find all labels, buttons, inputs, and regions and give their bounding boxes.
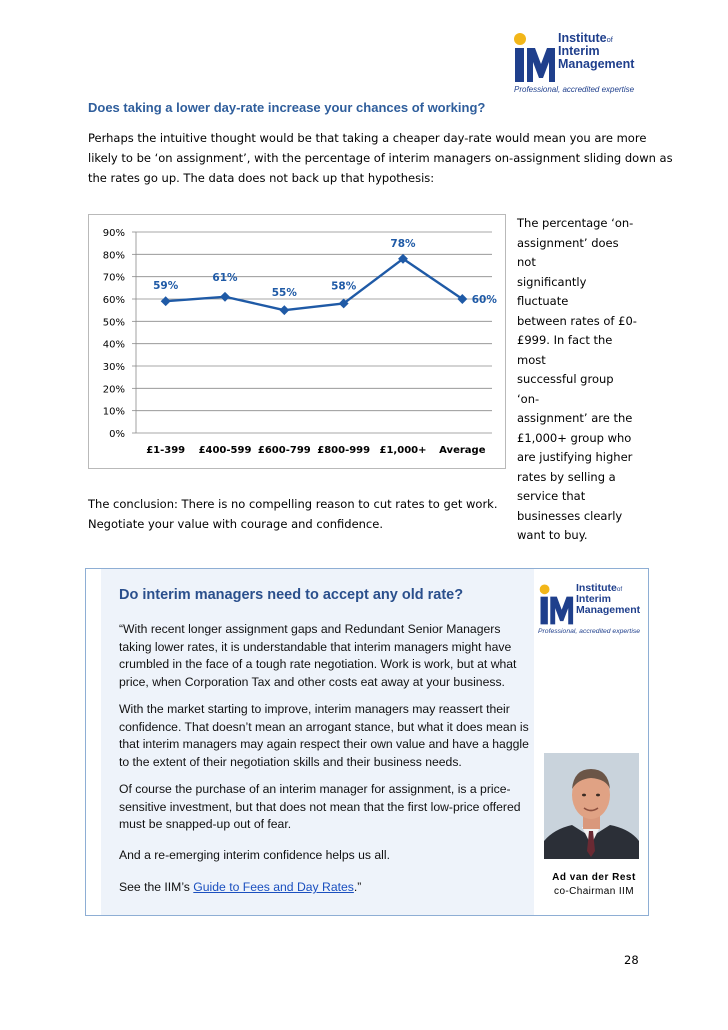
commentary-line: successful group ‘on- (517, 372, 614, 406)
quote-line: crumbled in the face of a tough rate negotiation. Work is work, but at what (119, 657, 517, 671)
quote-line: that interim managers may again respect their own value and have a haggle (119, 737, 529, 751)
x-tick-label: £1,000+ (379, 445, 427, 456)
x-tick-label: Average (439, 445, 486, 456)
logo-line1-suffix: of (616, 586, 623, 593)
data-label: 58% (331, 280, 357, 293)
conclusion-line: The conclusion: There is no compelling reason to cut rates to get work. (88, 497, 498, 511)
quote-paragraph (119, 847, 539, 865)
data-point (279, 305, 289, 315)
header-logo (512, 30, 635, 94)
y-tick-label: 40% (102, 339, 125, 351)
closing-suffix: .” (353, 880, 362, 894)
quote-box (85, 568, 649, 916)
quote-line: And a re-emerging interim confidence helps us all. (119, 848, 390, 862)
commentary-line: rates by selling a (517, 469, 616, 484)
page-number: 28 (624, 953, 639, 967)
data-label: 61% (212, 271, 238, 284)
x-tick-label: £1-399 (146, 445, 186, 456)
data-label: 78% (390, 237, 416, 250)
x-tick-label: £400-599 (198, 445, 252, 456)
line-chart (88, 214, 506, 469)
commentary-line: significantly fluctuate (517, 274, 587, 308)
box-logo (538, 582, 641, 635)
fees-guide-link[interactable]: Guide to Fees and Day Rates (193, 880, 354, 894)
quote-closing (119, 879, 539, 897)
logo-line1: Institute (558, 31, 607, 45)
quote-paragraph (119, 621, 539, 691)
quote-line: must be snapped-up out of fear. (119, 817, 292, 831)
signature-role: co-Chairman IIM (554, 886, 634, 897)
quote-line: sensitive investment, but that does not mean that the first low-price offered (119, 799, 521, 814)
logo-line1-suffix: of (606, 35, 613, 44)
data-point (161, 296, 171, 306)
commentary-line: £1,000+ group who (517, 430, 632, 445)
intro-paragraph (88, 128, 673, 188)
data-label: 59% (153, 280, 179, 293)
quote-box-title: Do interim managers need to accept any old rate? (119, 587, 464, 603)
quote-line: price, when Corporation Tax and other costs eat away at your business. (119, 674, 505, 689)
intro-line: likely to be ‘on assignment’, with the percentage of interim managers on-assignment sliding down as (88, 151, 673, 165)
quote-box-panel (101, 569, 534, 915)
logo-line2: Interim (576, 593, 612, 606)
quote-line: “With recent longer assignment gaps and Redundant Senior Managers (119, 622, 501, 636)
commentary-line: want to buy. (517, 528, 588, 542)
y-tick-label: 30% (102, 362, 125, 373)
commentary-line: between rates of £0- (517, 313, 637, 328)
x-tick-label: £600-799 (257, 445, 311, 456)
logo-tagline: Professional, accredited expertise (514, 85, 635, 94)
quote-line: confidence. That doesn’t mean an arrogant stance, but what it does mean is (119, 719, 529, 734)
section-heading: Does taking a lower day-rate increase your chances of working? (88, 100, 486, 115)
conclusion-paragraph (88, 494, 498, 534)
quote-line: to the extent of their negotiation skills and their business needs. (119, 754, 462, 769)
iim-logo-mark-icon (512, 30, 556, 84)
x-tick-label: £800-999 (317, 445, 371, 456)
commentary-line: The percentage ‘on- (517, 216, 634, 230)
chart-svg (89, 215, 505, 468)
chart-commentary (517, 214, 639, 546)
y-tick-label: 90% (102, 228, 125, 239)
data-label: 55% (271, 287, 297, 300)
commentary-line: service that (517, 489, 586, 503)
y-tick-label: 50% (102, 317, 125, 329)
logo-line3: Management (576, 604, 641, 617)
quote-paragraph (119, 781, 539, 834)
commentary-line: £999. In fact the most (517, 333, 613, 367)
logo-tagline: Professional, accredited expertise (538, 628, 641, 635)
quote-line: taking lower rates, it is understandable that interim managers might have (119, 639, 512, 654)
logo-line2: Interim (558, 44, 600, 59)
intro-line: the rates go up. The data does not back up that hypothesis: (88, 171, 435, 185)
commentary-line: assignment’ does not (517, 235, 619, 269)
quote-paragraph (119, 701, 539, 771)
commentary-line: are justifying higher (517, 450, 633, 464)
y-tick-label: 70% (102, 272, 125, 284)
commentary-line: businesses clearly (517, 508, 623, 523)
logo-line3: Management (558, 57, 635, 72)
y-tick-label: 20% (102, 384, 125, 396)
portrait-photo (544, 753, 639, 859)
logo-line1: Institute (576, 582, 617, 594)
data-label: 60% (471, 294, 497, 306)
conclusion-line: Negotiate your value with courage and confidence. (88, 517, 383, 531)
y-tick-label: 10% (102, 406, 125, 418)
y-tick-label: 0% (109, 429, 125, 440)
y-tick-label: 80% (102, 250, 125, 262)
quote-line: Of course the purchase of an interim manager for assignment, is a price- (119, 782, 511, 796)
quote-line: With the market starting to improve, interim managers may reassert their (119, 702, 510, 716)
iim-logo-mark-icon (538, 582, 574, 626)
data-point (220, 292, 230, 302)
signature-name: Ad van der Rest (552, 872, 636, 883)
commentary-line: assignment’ are the (517, 411, 633, 425)
closing-prefix: See the IIM’s (119, 880, 194, 894)
intro-line: Perhaps the intuitive thought would be that taking a cheaper day-rate would mean you are more (88, 131, 647, 145)
series-line (166, 259, 463, 310)
y-tick-label: 60% (102, 295, 125, 306)
